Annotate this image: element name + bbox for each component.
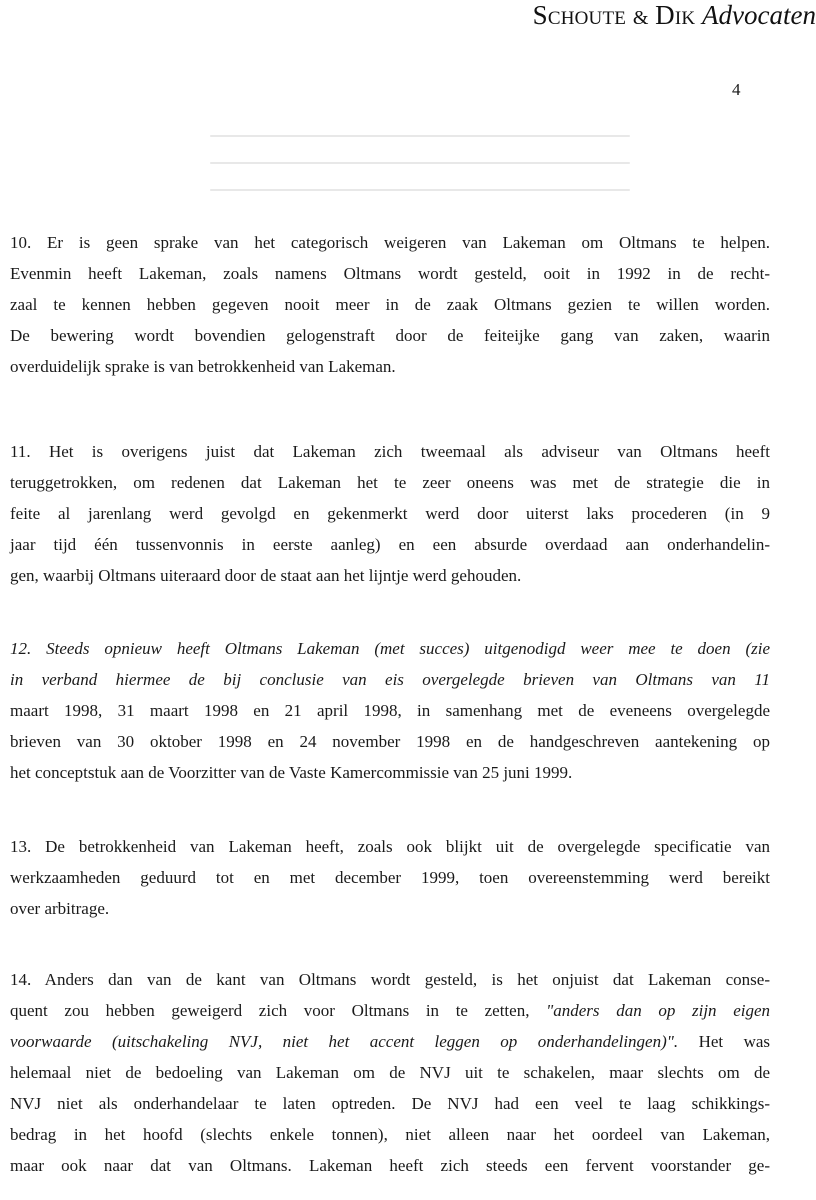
paragraph-line: 12. Steeds opnieuw heeft Oltmans Lakeman (met succes) uitgenodigd weer mee te doen (zie — [10, 639, 770, 658]
paragraph-11 — [10, 436, 770, 591]
paragraph-line: zaal te kennen hebben gegeven nooit meer in de zaak Oltmans gezien te willen worden. — [10, 295, 770, 314]
paragraph-number: 10. — [10, 233, 32, 252]
paragraph-line: in verband hiermee de bij conclusie van eis overgelegde brieven van Oltmans van 11 — [10, 670, 770, 689]
paragraph-line: het conceptstuk aan de Voorzitter van de Vaste Kamercommissie van 25 juni 1999. — [10, 763, 573, 782]
letterhead-descriptor: Advocaten — [702, 0, 816, 30]
paragraph-number: 11. — [10, 442, 31, 461]
letterhead-firm-name-2: Dik — [655, 0, 696, 30]
paragraph-line: 13. De betrokkenheid van Lakeman heeft, zoals ook blijkt uit de overgelegde specificatie van — [10, 837, 770, 856]
paragraph-line: werkzaamheden geduurd tot en met december 1999, toen overeenstemming werd bereikt — [10, 868, 770, 887]
bleed-through-shadow — [210, 135, 630, 216]
paragraph-line: over arbitrage. — [10, 899, 110, 918]
paragraph-line: brieven van 30 oktober 1998 en 24 november 1998 en de handgeschreven aantekening op — [10, 732, 770, 751]
paragraph-line: gen, waarbij Oltmans uiteraard door de staat aan het lijntje werd gehouden. — [10, 566, 522, 585]
paragraph-13 — [10, 831, 770, 924]
quoted-text: voorwaarde (uitschakeling NVJ, niet het accent leggen op onderhandelingen)". — [10, 1032, 679, 1051]
letterhead-firm-name: Schoute — [532, 0, 627, 30]
paragraph-line: jaar tijd één tussenvonnis in eerste aanleg) en een absurde overdaad aan onderhandelin- — [10, 535, 770, 554]
quoted-text: "anders dan op zijn eigen — [546, 1001, 771, 1020]
paragraph-number: 14. — [10, 970, 32, 989]
paragraph-line: maar ook naar dat van Oltmans. Lakeman heeft zich steeds een fervent voorstander ge- — [10, 1156, 770, 1175]
paragraph-line: 14. Anders dan van de kant van Oltmans wordt gesteld, is het onjuist dat Lakeman conse- — [10, 970, 771, 989]
page-number: 4 — [732, 80, 741, 99]
letterhead — [533, 0, 816, 44]
paragraph-line: maart 1998, 31 maart 1998 en 21 april 1998, in samenhang met de eveneens overgelegde — [10, 701, 770, 720]
paragraph-line: quent zou hebben geweigerd zich voor Oltmans in te zetten, "anders dan op zijn eigen — [10, 1001, 771, 1020]
paragraph-line: helemaal niet de bedoeling van Lakeman om de NVJ uit te schakelen, maar slechts om de — [10, 1063, 770, 1082]
letterhead-ampersand: & — [632, 7, 649, 29]
paragraph-number: 13. — [10, 837, 32, 856]
paragraph-number: 12. — [10, 639, 32, 658]
paragraph-line: Evenmin heeft Lakeman, zoals namens Oltmans wordt gesteld, ooit in 1992 in de recht- — [10, 264, 770, 283]
paragraph-line: feite al jarenlang werd gevolgd en gekenmerkt werd door uiterst laks procederen (in 9 — [10, 504, 770, 523]
paragraph-12 — [10, 633, 770, 788]
paragraph-line: De bewering wordt bovendien gelogenstraft door de feiteijke gang van zaken, waarin — [10, 326, 770, 345]
paragraph-line: teruggetrokken, om redenen dat Lakeman het te zeer oneens was met de strategie die in — [10, 473, 770, 492]
paragraph-line: 10. Er is geen sprake van het categorisch weigeren van Lakeman om Oltmans te helpen. — [10, 233, 770, 252]
paragraph-line: NVJ niet als onderhandelaar te laten optreden. De NVJ had een veel te laag schikkings- — [10, 1094, 770, 1113]
paragraph-line: overduidelijk sprake is van betrokkenheid van Lakeman. — [10, 357, 396, 376]
paragraph-14 — [10, 964, 770, 1181]
paragraph-10 — [10, 227, 770, 382]
paragraph-line: voorwaarde (uitschakeling NVJ, niet het accent leggen op onderhandelingen)". Het was — [10, 1032, 771, 1051]
paragraph-line: 11. Het is overigens juist dat Lakeman zich tweemaal als adviseur van Oltmans heeft — [10, 442, 770, 461]
paragraph-line: bedrag in het hoofd (slechts enkele tonnen), niet alleen naar het oordeel van Lakeman, — [10, 1125, 770, 1144]
